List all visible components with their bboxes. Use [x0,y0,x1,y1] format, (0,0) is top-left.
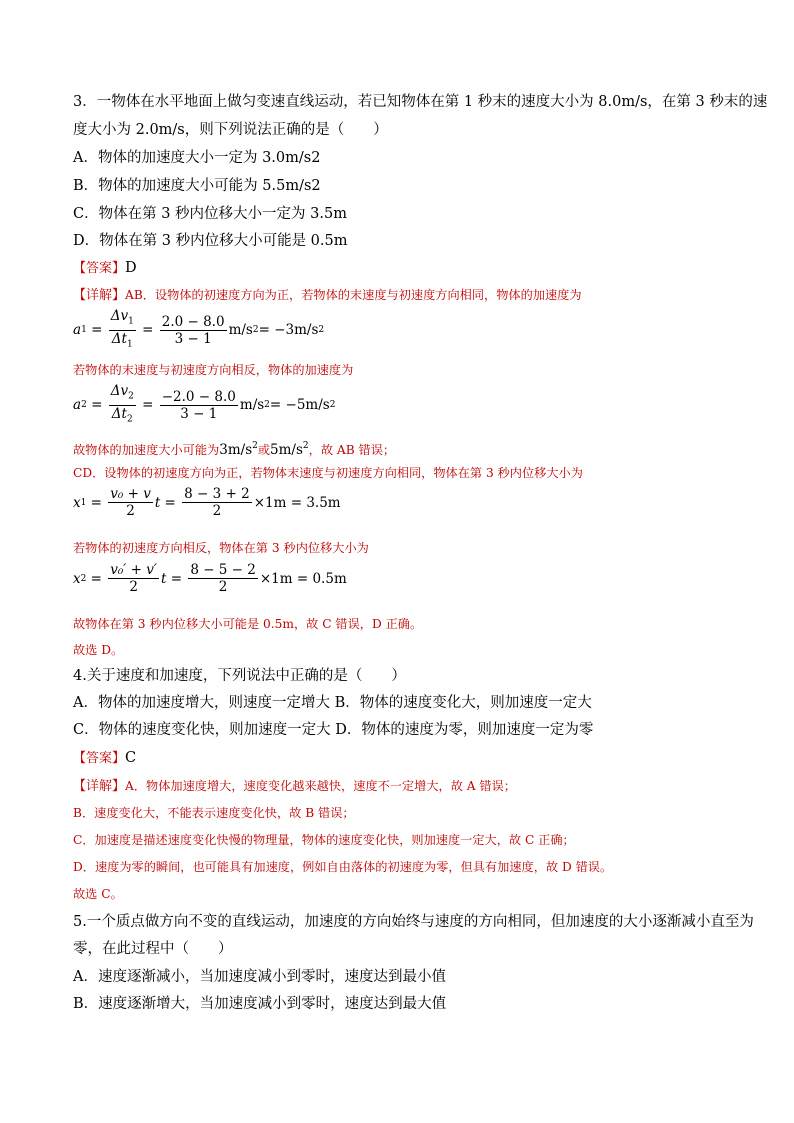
frac-den: 3 − 1 [174,330,212,347]
eq-sup: 2 [318,325,325,336]
frac-num-sub: 2 [128,391,134,402]
frac-num: −2.0 − 8.0 [161,388,236,405]
eq-fraction [160,389,238,422]
q3-detail-line1 [73,285,582,306]
eq-fraction [160,314,227,347]
frac-den-sub: 1 [126,339,133,350]
eq-subscript: 2 [80,573,87,584]
eq-fraction [109,383,136,427]
q4-stem: 4.关于速度和加速度，下列说法中正确的是（ ） [73,668,406,684]
q4-detail-line4: D．速度为零的瞬间，也可能具有加速度，例如自由落体的初速度为零，但具有加速度，故 D 错误。 [73,860,613,874]
q3-option-b: B．物体的加速度大小可能为 5.5m/s2 [73,178,321,194]
eq-symbol: x [73,570,81,587]
detail-tag: 【详解】 [73,779,126,794]
q3-stem-line2: 度大小为 2.0m/s，则下列说法正确的是（ ） [73,122,388,138]
q3-option-d: D．物体在第 3 秒内位移大小可能是 0.5m [73,233,348,249]
frac-den: Δt [111,405,127,422]
eq-subscript: 2 [81,400,87,411]
frac-num: 8 − 3 + 2 [184,486,250,502]
eq-symbol: x [73,494,81,511]
eq-unit: m/s [239,397,265,414]
frac-den: Δt [111,330,127,347]
q5-option-b: B．速度逐渐增大，当加速度减小到零时，速度达到最大值 [73,996,447,1012]
detail-value: 3m/s [219,441,253,458]
detail-value: 5m/s [270,441,303,458]
eq-result: = −3m/s [258,322,319,339]
answer-tag: 【答案】 [73,751,126,766]
q3-equation-a2: a 2 = $\frac{\Delta v_2}{\Delta t_2}$ = $\frac{-2.0 - 8.0}{3 - 1}$ m/s 2 = −5m/s 2 [73,383,335,427]
q3-detail-line7: 故选 D。 [73,643,124,657]
frac-num: Δv [110,308,129,324]
detail-text: A．物体加速度增大，速度变化越来越快，速度不一定增大，故 A 错误； [125,779,516,793]
q3-stem-line1: 3．一物体在水平地面上做匀变速直线运动，若已知物体在第 1 秒末的速度大小为 8.0m/s，在第 3 秒末的速 [73,94,768,110]
detail-text: ，故 AB 错误； [308,442,396,457]
eq-symbol: t [154,494,161,511]
eq-result: ×1m = 3.5m [253,494,341,511]
q4-options-line1: A．物体的加速度增大，则速度一定增大 B．物体的速度变化大，则加速度一定大 [73,695,592,711]
eq-symbol: a [73,397,82,414]
q4-options-line2: C．物体的速度变化快，则加速度一定大 D．物体的速度为零，则加速度一定为零 [73,722,594,738]
eq-sup: 2 [264,400,270,411]
q3-option-c: C．物体在第 3 秒内位移大小一定为 3.5m [73,206,347,222]
detail-sup: 2 [252,441,258,451]
q5-stem-line1: 5.一个质点做方向不变的直线运动，加速度的方向始终与速度的方向相同，但加速度的大小逐渐减小直至为 [73,914,754,930]
q4-detail-line3: C．加速度是描述速度变化快慢的物理量，物体的速度变化快，则加速度一定大，故 C 正确； [73,833,575,847]
frac-num: 8 − 5 − 2 [190,562,256,578]
frac-den: 2 [218,579,228,595]
eq-unit: m/s [228,322,253,339]
frac-num: 2.0 − 8.0 [161,313,225,330]
q3-answer [73,258,137,279]
eq-fraction [109,308,136,352]
eq-sup: 2 [252,325,259,336]
eq-fraction [182,486,252,519]
detail-text: 或 [257,442,271,457]
frac-den-sub: 2 [126,414,133,425]
frac-num-sub: 1 [128,316,134,327]
eq-result: ×1m = 0.5m [259,570,347,587]
eq-fraction [108,562,159,595]
frac-num: v₀ + v [110,486,151,502]
q3-detail-line4: CD．设物体的初速度方向为正，若物体末速度与初速度方向相同，物体在第 3 秒内位移大小为 [73,466,583,480]
eq-result: = −5m/s [269,397,330,414]
frac-den: 2 [126,503,135,519]
q3-detail-line2: 若物体的末速度与初速度方向相反，物体的加速度为 [73,363,354,377]
q3-equation-x2: x 2 = $\frac{\text{v₀′ + v′}}{2}$ t = $\frac{8 - 5 - 2}{2}$ ×1m = 0.5m [73,562,347,595]
q4-detail-line2: B．速度变化大，不能表示速度变化快，故 B 错误； [73,806,355,820]
detail-tag: 【详解】 [73,288,126,303]
q3-option-a: A．物体的加速度大小一定为 3.0m/s2 [73,150,321,166]
q3-equation-x1: x 1 = $\frac{\text{v₀ + v}}{2}$ t = $\frac{8 - 3 + 2}{2}$ ×1m = 3.5m [73,486,341,519]
eq-subscript: 1 [81,325,87,336]
eq-subscript: 1 [80,497,87,508]
detail-text: AB．设物体的初速度方向为正，若物体的末速度与初速度方向相同，物体的加速度为 [125,288,582,302]
eq-fraction [188,562,258,595]
frac-num: v₀′ + v′ [110,562,157,578]
q4-detail-line1 [73,776,516,797]
q3-detail-line3 [73,436,395,460]
answer-tag: 【答案】 [73,261,126,276]
q3-equation-a1: a 1 = $\frac{\Delta v_1}{\Delta t_1}$ = $\frac{2.0 - 8.0}{3 - 1}$ m/s 2 = −3m/s 2 [73,308,324,352]
answer-value: D [125,260,137,276]
q3-detail-line6: 故物体在第 3 秒内位移大小可能是 0.5m，故 C 错误，D 正确。 [73,617,423,631]
answer-value: C [125,750,137,766]
eq-symbol: a [73,322,82,339]
q3-detail-line5: 若物体的初速度方向相反，物体在第 3 秒内位移大小为 [73,541,369,555]
frac-den: 2 [129,579,138,595]
q4-detail-line5: 故选 C。 [73,887,123,901]
q4-answer [73,748,136,769]
eq-symbol: t [160,570,167,587]
frac-den: 2 [212,503,222,519]
detail-sup: 2 [302,441,309,451]
frac-den: 3 − 1 [180,405,218,422]
detail-text: 故物体的加速度大小可能为 [73,442,220,457]
q5-stem-line2: 零，在此过程中（ ） [73,941,233,957]
frac-num: Δv [110,383,129,399]
eq-sup: 2 [329,400,336,411]
eq-fraction [108,486,153,519]
q5-option-a: A．速度逐渐减小，当加速度减小到零时，速度达到最小值 [73,969,446,985]
